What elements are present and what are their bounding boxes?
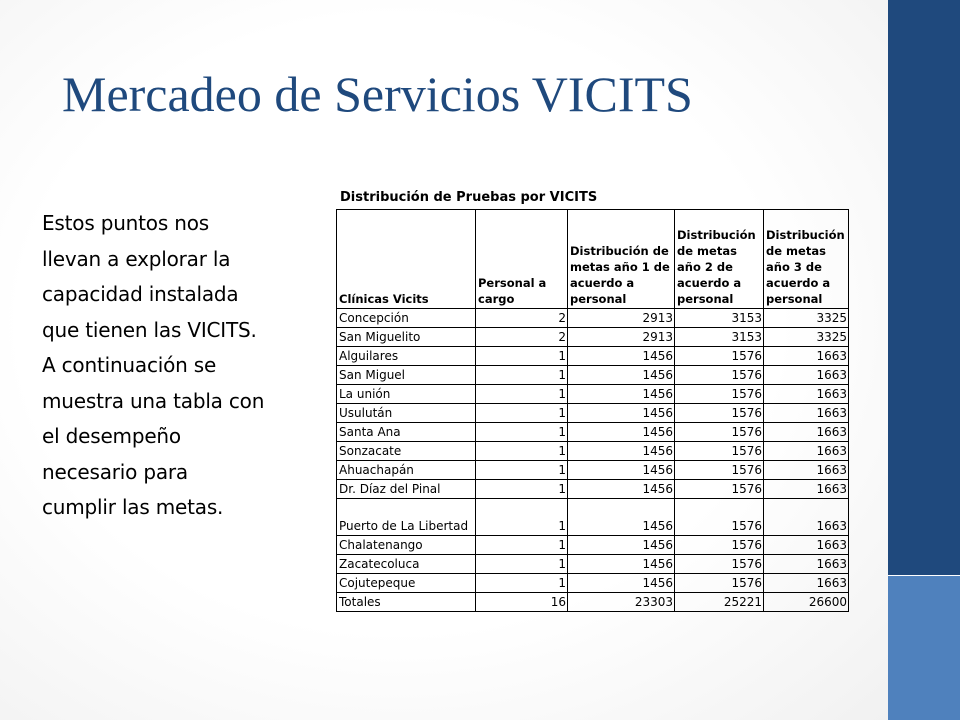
value-cell: 1576 (675, 574, 764, 593)
header-metas-ano-2: Distribución de metas año 2 de acuerdo a personal (675, 210, 764, 309)
clinic-name-cell: Cojutepeque (337, 574, 476, 593)
value-cell: 23303 (568, 593, 675, 612)
value-cell: 1456 (568, 574, 675, 593)
value-cell: 1663 (764, 366, 849, 385)
value-cell: 2913 (568, 309, 675, 328)
value-cell: 1 (476, 385, 568, 404)
table-row (337, 328, 849, 347)
table-row (337, 536, 849, 555)
clinic-name-cell: La unión (337, 385, 476, 404)
value-cell: 1576 (675, 442, 764, 461)
table-row (337, 309, 849, 328)
clinic-name-cell: Usulután (337, 404, 476, 423)
value-cell: 1663 (764, 574, 849, 593)
value-cell: 1 (476, 574, 568, 593)
value-cell: 1456 (568, 480, 675, 499)
value-cell: 1 (476, 536, 568, 555)
value-cell: 1576 (675, 461, 764, 480)
value-cell: 1576 (675, 499, 764, 536)
table-row (337, 461, 849, 480)
value-cell: 1 (476, 404, 568, 423)
table-body (337, 309, 849, 612)
value-cell: 3325 (764, 309, 849, 328)
value-cell: 1663 (764, 480, 849, 499)
clinic-name-cell: Puerto de La Libertad (337, 499, 476, 536)
value-cell: 1456 (568, 404, 675, 423)
value-cell: 1 (476, 366, 568, 385)
table-row (337, 404, 849, 423)
table-row (337, 423, 849, 442)
value-cell: 1576 (675, 347, 764, 366)
clinic-name-cell: Concepción (337, 309, 476, 328)
table-header-row (337, 210, 849, 309)
clinic-name-cell: Dr. Díaz del Pinal (337, 480, 476, 499)
table-row (337, 366, 849, 385)
value-cell: 1663 (764, 442, 849, 461)
value-cell: 1 (476, 347, 568, 366)
table-row (337, 555, 849, 574)
value-cell: 1663 (764, 536, 849, 555)
value-cell: 3153 (675, 328, 764, 347)
value-cell: 2913 (568, 328, 675, 347)
value-cell: 1663 (764, 385, 849, 404)
value-cell: 1663 (764, 423, 849, 442)
vicits-table (336, 209, 849, 612)
header-personal: Personal a cargo (476, 210, 568, 309)
value-cell: 1576 (675, 366, 764, 385)
body-line: A continuación se (42, 353, 217, 377)
value-cell: 1 (476, 555, 568, 574)
clinic-name-cell: Totales (337, 593, 476, 612)
value-cell: 1576 (675, 555, 764, 574)
value-cell: 1456 (568, 461, 675, 480)
value-cell: 1456 (568, 536, 675, 555)
clinic-name-cell: Chalatenango (337, 536, 476, 555)
value-cell: 1 (476, 423, 568, 442)
value-cell: 25221 (675, 593, 764, 612)
body-line: muestra una tabla con (42, 388, 265, 413)
value-cell: 1456 (568, 499, 675, 536)
value-cell: 16 (476, 593, 568, 612)
header-clinicas: Clínicas Vicits (337, 210, 476, 309)
value-cell: 1663 (764, 499, 849, 536)
side-accent-bar-light (888, 576, 960, 720)
table-row (337, 499, 849, 536)
body-line: necesario para (42, 459, 188, 484)
value-cell: 1456 (568, 442, 675, 461)
clinic-name-cell: San Miguel (337, 366, 476, 385)
value-cell: 1663 (764, 555, 849, 574)
clinic-name-cell: Ahuachapán (337, 461, 476, 480)
value-cell: 2 (476, 309, 568, 328)
body-line: cumplir las metas. (42, 495, 224, 519)
body-line: llevan a explorar la (42, 246, 231, 271)
value-cell: 1576 (675, 536, 764, 555)
body-line: Estos puntos nos (42, 211, 209, 235)
header-metas-ano-3: Distribución de metas año 3 de acuerdo a personal (764, 210, 849, 309)
value-cell: 1 (476, 499, 568, 536)
body-text (42, 206, 312, 526)
value-cell: 26600 (764, 593, 849, 612)
body-line: que tienen las VICITS. (42, 317, 257, 342)
value-cell: 1576 (675, 423, 764, 442)
value-cell: 1663 (764, 461, 849, 480)
value-cell: 1576 (675, 404, 764, 423)
body-line: el desempeño (42, 424, 181, 448)
value-cell: 1663 (764, 347, 849, 366)
value-cell: 1456 (568, 423, 675, 442)
table-row (337, 480, 849, 499)
value-cell: 1 (476, 480, 568, 499)
value-cell: 1456 (568, 385, 675, 404)
value-cell: 1663 (764, 404, 849, 423)
clinic-name-cell: Sonzacate (337, 442, 476, 461)
body-line: capacidad instalada (42, 282, 239, 306)
value-cell: 1 (476, 442, 568, 461)
clinic-name-cell: San Miguelito (337, 328, 476, 347)
clinic-name-cell: Alguilares (337, 347, 476, 366)
value-cell: 1456 (568, 555, 675, 574)
table-caption: Distribución de Pruebas por VICITS (340, 190, 598, 205)
value-cell: 1456 (568, 366, 675, 385)
value-cell: 3153 (675, 309, 764, 328)
header-metas-ano-1: Distribución de metas año 1 de acuerdo a personal (568, 210, 675, 309)
value-cell: 1576 (675, 480, 764, 499)
value-cell: 1 (476, 461, 568, 480)
value-cell: 1456 (568, 347, 675, 366)
table-row (337, 347, 849, 366)
clinic-name-cell: Zacatecoluca (337, 555, 476, 574)
value-cell: 1576 (675, 385, 764, 404)
value-cell: 3325 (764, 328, 849, 347)
table-row (337, 574, 849, 593)
clinic-name-cell: Santa Ana (337, 423, 476, 442)
value-cell: 2 (476, 328, 568, 347)
table-row (337, 385, 849, 404)
slide-title: Mercadeo de Servicios VICITS (62, 66, 693, 122)
table-row (337, 442, 849, 461)
totals-row (337, 593, 849, 612)
